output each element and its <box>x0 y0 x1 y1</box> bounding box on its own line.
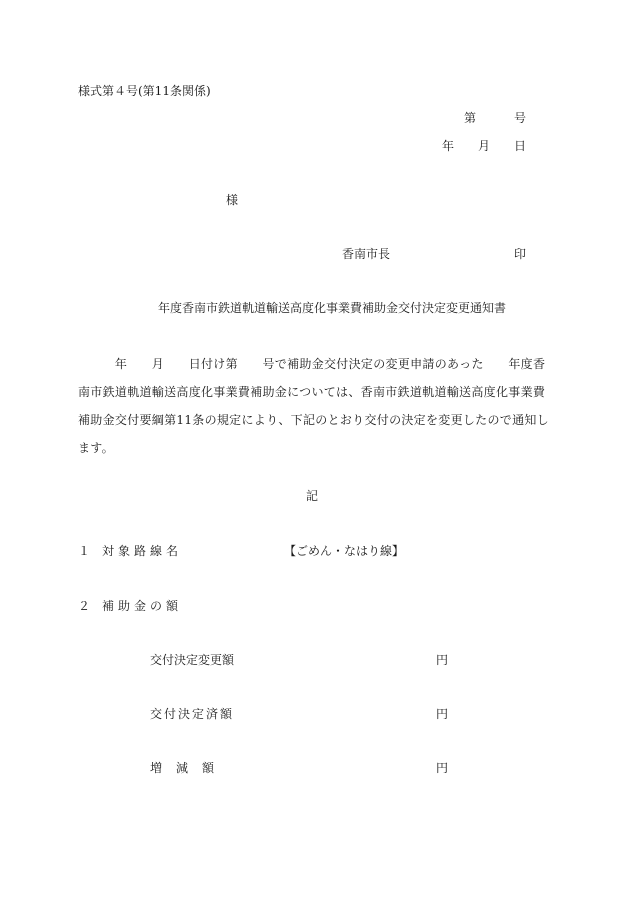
ki-heading: 記 <box>306 489 319 503</box>
amount-row-label: 交付決定変更額 <box>150 653 235 667</box>
amount-row-label: 増減額 <box>150 761 229 775</box>
item-1-value: 【ごめん・なはり線】 <box>284 544 405 558</box>
item-2-number: ２ <box>78 599 91 613</box>
date-month: 月 <box>478 139 491 153</box>
addressee-honorific: 様 <box>226 193 239 207</box>
item-1-label: 対象路線名 <box>102 544 183 558</box>
form-reference: 様式第４号(第11条関係) <box>78 84 211 98</box>
amount-row-unit: 円 <box>436 653 449 667</box>
document-body: 年 月 日付け第 号で補助金交付決定の変更申請のあった 年度香南市鉄道軌道輸送高度化事業費補助金については、香南市鉄道軌道輸送高度化事業費補助金交付要綱第11条の規定により、下記のとおり交付の決定を変更したので通知します。 <box>78 357 549 455</box>
date-day: 日 <box>514 139 527 153</box>
item-1-number: １ <box>78 544 91 558</box>
document-title: 年度香南市鉄道軌道輸送高度化事業費補助金交付決定変更通知書 <box>158 301 507 315</box>
issuer-name: 香南市長 <box>342 247 391 261</box>
item-2-label: 補助金の額 <box>102 599 183 613</box>
amount-row-unit: 円 <box>436 707 449 721</box>
document-number-prefix: 第 <box>464 111 477 125</box>
seal-mark: 印 <box>514 247 527 261</box>
amount-row-label: 交付決定済額 <box>150 707 235 721</box>
date-year: 年 <box>442 139 455 153</box>
document-number-suffix: 号 <box>514 111 527 125</box>
amount-row-unit: 円 <box>436 761 449 775</box>
